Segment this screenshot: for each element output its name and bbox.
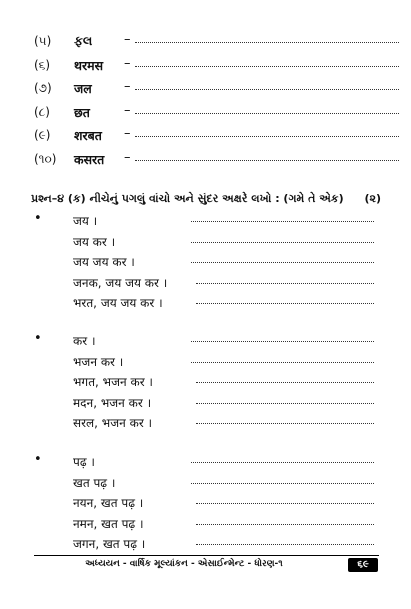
item-dash: – bbox=[124, 79, 131, 94]
question-heading bbox=[31, 192, 381, 206]
practice-text: खत पढ़ । bbox=[73, 475, 116, 490]
practice-line bbox=[34, 493, 374, 514]
practice-line bbox=[34, 232, 374, 253]
question-sub-label: (ક) bbox=[67, 192, 86, 205]
page-number-badge: ૬૯ bbox=[348, 558, 378, 572]
item-dash: – bbox=[124, 126, 131, 141]
practice-group bbox=[34, 452, 374, 555]
item-dash: – bbox=[124, 149, 131, 165]
writing-line bbox=[191, 242, 374, 243]
practice-text: पढ़ । bbox=[73, 455, 95, 469]
writing-line bbox=[191, 362, 374, 363]
item-number: (૮) bbox=[34, 104, 50, 119]
writing-line bbox=[196, 303, 374, 304]
item-number: (૯) bbox=[34, 128, 51, 142]
practice-text: सरल, भजन कर । bbox=[73, 416, 153, 430]
item-number: (૫) bbox=[34, 34, 52, 48]
practice-line bbox=[34, 393, 374, 414]
practice-group bbox=[34, 211, 374, 314]
question-number: પ્રશ્ન–૪ bbox=[31, 192, 65, 205]
item-word: ફલ bbox=[74, 33, 93, 48]
practice-line bbox=[34, 534, 374, 555]
writing-line bbox=[135, 113, 399, 114]
item-word: छत bbox=[74, 104, 90, 120]
footer-divider bbox=[34, 555, 379, 556]
practice-text: नमन, खत पढ़ । bbox=[73, 516, 144, 531]
list-item bbox=[34, 103, 374, 127]
item-dash: – bbox=[124, 55, 131, 71]
writing-line bbox=[191, 341, 374, 342]
item-number: (૬) bbox=[34, 57, 51, 72]
bullet-icon: • bbox=[34, 452, 42, 467]
practice-line bbox=[34, 514, 374, 535]
writing-line bbox=[135, 66, 399, 67]
question-instruction: નીચેનું પગલું વાંચો અને સુંદર અક્ષરે લખો : (ગમે તે એક) bbox=[89, 192, 344, 205]
writing-line bbox=[135, 42, 399, 43]
practice-line bbox=[34, 352, 374, 373]
practice-group bbox=[34, 331, 374, 434]
writing-line bbox=[196, 524, 374, 525]
writing-line bbox=[135, 160, 399, 161]
writing-line bbox=[196, 544, 374, 545]
practice-text: जनक, जय जय कर । bbox=[73, 275, 168, 290]
question-marks: (૨) bbox=[364, 192, 381, 205]
list-item bbox=[34, 150, 374, 174]
writing-line bbox=[191, 221, 374, 222]
item-dash: – bbox=[124, 32, 131, 47]
practice-text: जय । bbox=[73, 214, 98, 228]
writing-line bbox=[191, 483, 374, 484]
list-item bbox=[34, 32, 374, 56]
practice-line bbox=[34, 473, 374, 494]
practice-line bbox=[34, 331, 374, 352]
practice-text: कर । bbox=[73, 334, 96, 348]
numbered-exercise-list bbox=[34, 32, 374, 173]
practice-text: भजन कर । bbox=[73, 354, 124, 369]
item-dash: – bbox=[124, 102, 131, 118]
item-word: शरबत bbox=[74, 128, 102, 143]
item-word: थरमस bbox=[74, 57, 104, 73]
writing-line bbox=[196, 283, 374, 284]
practice-line bbox=[34, 293, 374, 314]
practice-text: नयन, खत पढ़ । bbox=[73, 496, 144, 510]
writing-line bbox=[196, 503, 374, 504]
list-item bbox=[34, 56, 374, 80]
practice-line bbox=[34, 372, 374, 393]
practice-line bbox=[34, 211, 374, 232]
item-number: (૭) bbox=[34, 81, 52, 95]
writing-line bbox=[196, 423, 374, 424]
practice-text: जय कर । bbox=[73, 234, 116, 249]
item-number: (૧૦) bbox=[34, 151, 57, 166]
practice-line bbox=[34, 273, 374, 294]
practice-text: मदन, भजन कर । bbox=[73, 395, 152, 410]
practice-line bbox=[34, 413, 374, 434]
item-word: जल bbox=[74, 81, 92, 96]
writing-line bbox=[191, 262, 374, 263]
bullet-icon: • bbox=[34, 211, 42, 226]
practice-line bbox=[34, 452, 374, 473]
footer-caption: અધ્યયન - વાર્ષિક મૂલ્યાંકન - એસાઈન્મેન્ટ - ધોરણ-૧ bbox=[85, 559, 283, 569]
practice-line bbox=[34, 252, 374, 273]
item-word: कसरत bbox=[74, 151, 105, 167]
writing-line bbox=[135, 89, 399, 90]
writing-line bbox=[196, 403, 374, 404]
writing-line bbox=[191, 462, 374, 463]
writing-line bbox=[196, 382, 374, 383]
list-item bbox=[34, 79, 374, 103]
practice-text: जय जय कर । bbox=[73, 255, 135, 269]
practice-text: भगत, भजन कर । bbox=[73, 375, 153, 389]
bullet-icon: • bbox=[34, 331, 42, 346]
practice-text: भरत, जय जय कर । bbox=[73, 296, 163, 310]
writing-line bbox=[135, 136, 399, 137]
practice-text: जगन, खत पढ़ । bbox=[73, 537, 146, 551]
list-item bbox=[34, 126, 374, 150]
